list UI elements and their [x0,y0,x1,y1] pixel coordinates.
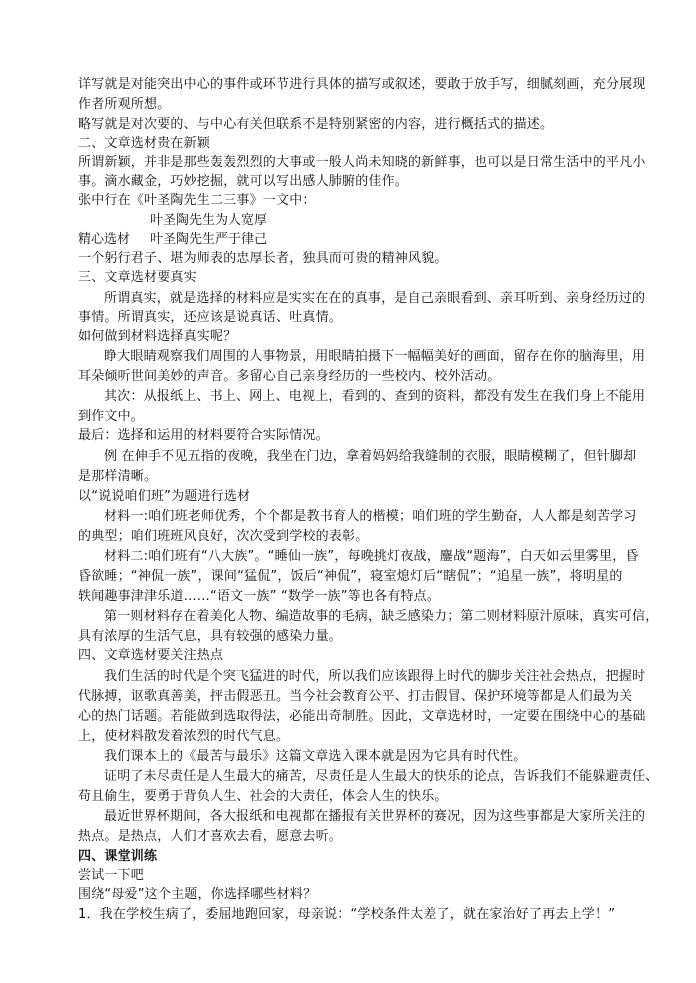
paragraph-line: 睁大眼睛观察我们周围的人事物景，用眼睛拍摄下一幅幅美好的画面，留存在你的脑海里，用 [104,349,646,364]
paragraph-line: 材料二:咱们班有“八大族”。“睡仙一族”，每晚挑灯夜战，鏖战“题海”，白天如云里雾里，昏 [104,549,639,564]
paragraph-line: 具有浓厚的生活气息，具有较强的感染力量。 [78,629,343,644]
paragraph-line: 上，使材料散发着浓烈的时代气息。 [78,729,290,744]
paragraph-line: 耳朵倾听世间美妙的声音。多留心自己亲身经历的一些校内、校外活动。 [78,369,501,384]
paragraph-line: 尝试一下吧 [78,868,145,883]
paragraph-line: 代脉搏，讴歌真善美，抨击假恶丑。当今社会教育公平、打击假冒、保护环境等都是人们最为关 [78,689,633,704]
material-label: 精心选材 [78,232,131,247]
paragraph-line: 最近世界杯期间，各大报纸和电视都在播报有关世界杯的赛况，因为这些事都是大家所关注的 [104,809,646,824]
paragraph-line: 心的热门话题。若能做到选取得法，必能出奇制胜。因此，文章选材时，一定要在围绕中心的基础 [78,709,646,724]
section-heading: 四、文章选材要关注热点 [78,648,224,663]
paragraph-line: 以“说说咱们班”为题进行选材 [78,489,251,504]
paragraph-line: 如何做到材料选择真实呢？ [78,329,237,344]
paragraph-line: 一个躬行君子、堪为师表的忠厚长者，独具而可贵的精神风貌。 [78,251,448,266]
section-heading: 三、文章选材要真实 [78,270,197,285]
list-item: 1．我在学校生病了，委屈地跑回家，母亲说：“学校条件太差了，就在家治好了再去上学！” [78,907,616,922]
paragraph-line: 的典型；咱们班班风良好，次次受到学校的表彰。 [78,529,369,544]
paragraph-line: 热点。是热点，人们才喜欢去看，愿意去听。 [78,829,343,844]
material-point-1: 叶圣陶先生为人宽厚 [150,213,268,228]
paragraph-line: 昏欲睡；“神侃一族”，课间“猛侃”，饭后“神侃”，寝室熄灯后“瞎侃”；“追星一族”，将明星的 [78,569,623,584]
paragraph-line: 张中行在《叶圣陶先生二三事》一文中： [78,193,316,208]
paragraph-line: 略写就是对次要的、与中心有关但联系不是特别紧密的内容，进行概括式的描述。 [78,117,554,132]
paragraph-line: 所谓真实，就是选择的材料应是实实在在的真事，是自己亲眼看到、亲耳听到、亲身经历过的 [104,291,646,306]
paragraph-line: 事情。所谓真实，还应该是说真话、吐真情。 [78,310,343,325]
paragraph-line: 详写就是对能突出中心的事件或环节进行具体的描写或叙述，要敢于放手写，细腻刻画，充分展现 [78,77,646,92]
paragraph-line: 到作文中。 [78,409,145,424]
section-heading-bold: 四、课堂训练 [78,849,158,864]
paragraph-line: 我们课本上的《最苦与最乐》这篇文章选入课本就是因为它具有时代性。 [104,749,527,764]
paragraph-line: 例 在伸手不见五指的夜晚，我坐在门边，拿着妈妈给我缝制的衣服，眼睛模糊了，但针脚却 [104,449,637,464]
paragraph-line: 围绕“母爱”这个主题，你选择哪些材料？ [78,887,317,902]
paragraph-line: 事。滴水藏金，巧妙挖掘，就可以写出感人肺腑的佳作。 [78,174,409,189]
section-heading: 二、文章选材贵在新颖 [78,136,211,151]
paragraph-line: 苟且偷生，要勇于背负人生、社会的大责任，体会人生的快乐。 [78,789,448,804]
paragraph-line: 其次：从报纸上、书上、网上、电视上，看到的、查到的资料，都没有发生在我们身上不能用 [104,389,646,404]
paragraph-line: 所谓新颖，并非是那些轰轰烈烈的大事或一般人尚未知晓的新鲜事，也可以是日常生活中的平凡小 [78,155,646,170]
paragraph-line: 是那样清晰。 [78,469,158,484]
paragraph-line: 我们生活的时代是个突飞猛进的时代，所以我们应该跟得上时代的脚步关注社会热点，把握时 [104,669,646,684]
paragraph-line: 最后：选择和运用的材料要符合实际情况。 [78,428,329,443]
material-point-2: 叶圣陶先生严于律己 [150,232,268,247]
paragraph-line: 第一则材料存在着美化人物、编造故事的毛病，缺乏感染力；第二则材料原汁原味，真实可信， [104,609,659,624]
paragraph-line: 证明了未尽责任是人生最大的痛苦，尽责任是人生最大的快乐的论点，告诉我们不能躲避责任、 [104,769,659,784]
paragraph-line: 轶闻趣事津津乐道……“语文一族” “数学一族”等也各有特点。 [78,589,441,604]
paragraph-line: 作者所观所想。 [78,97,171,112]
paragraph-line: 材料一:咱们班老师优秀，个个都是教书育人的楷模；咱们班的学生勤奋，人人都是刻苦学习 [104,509,637,524]
